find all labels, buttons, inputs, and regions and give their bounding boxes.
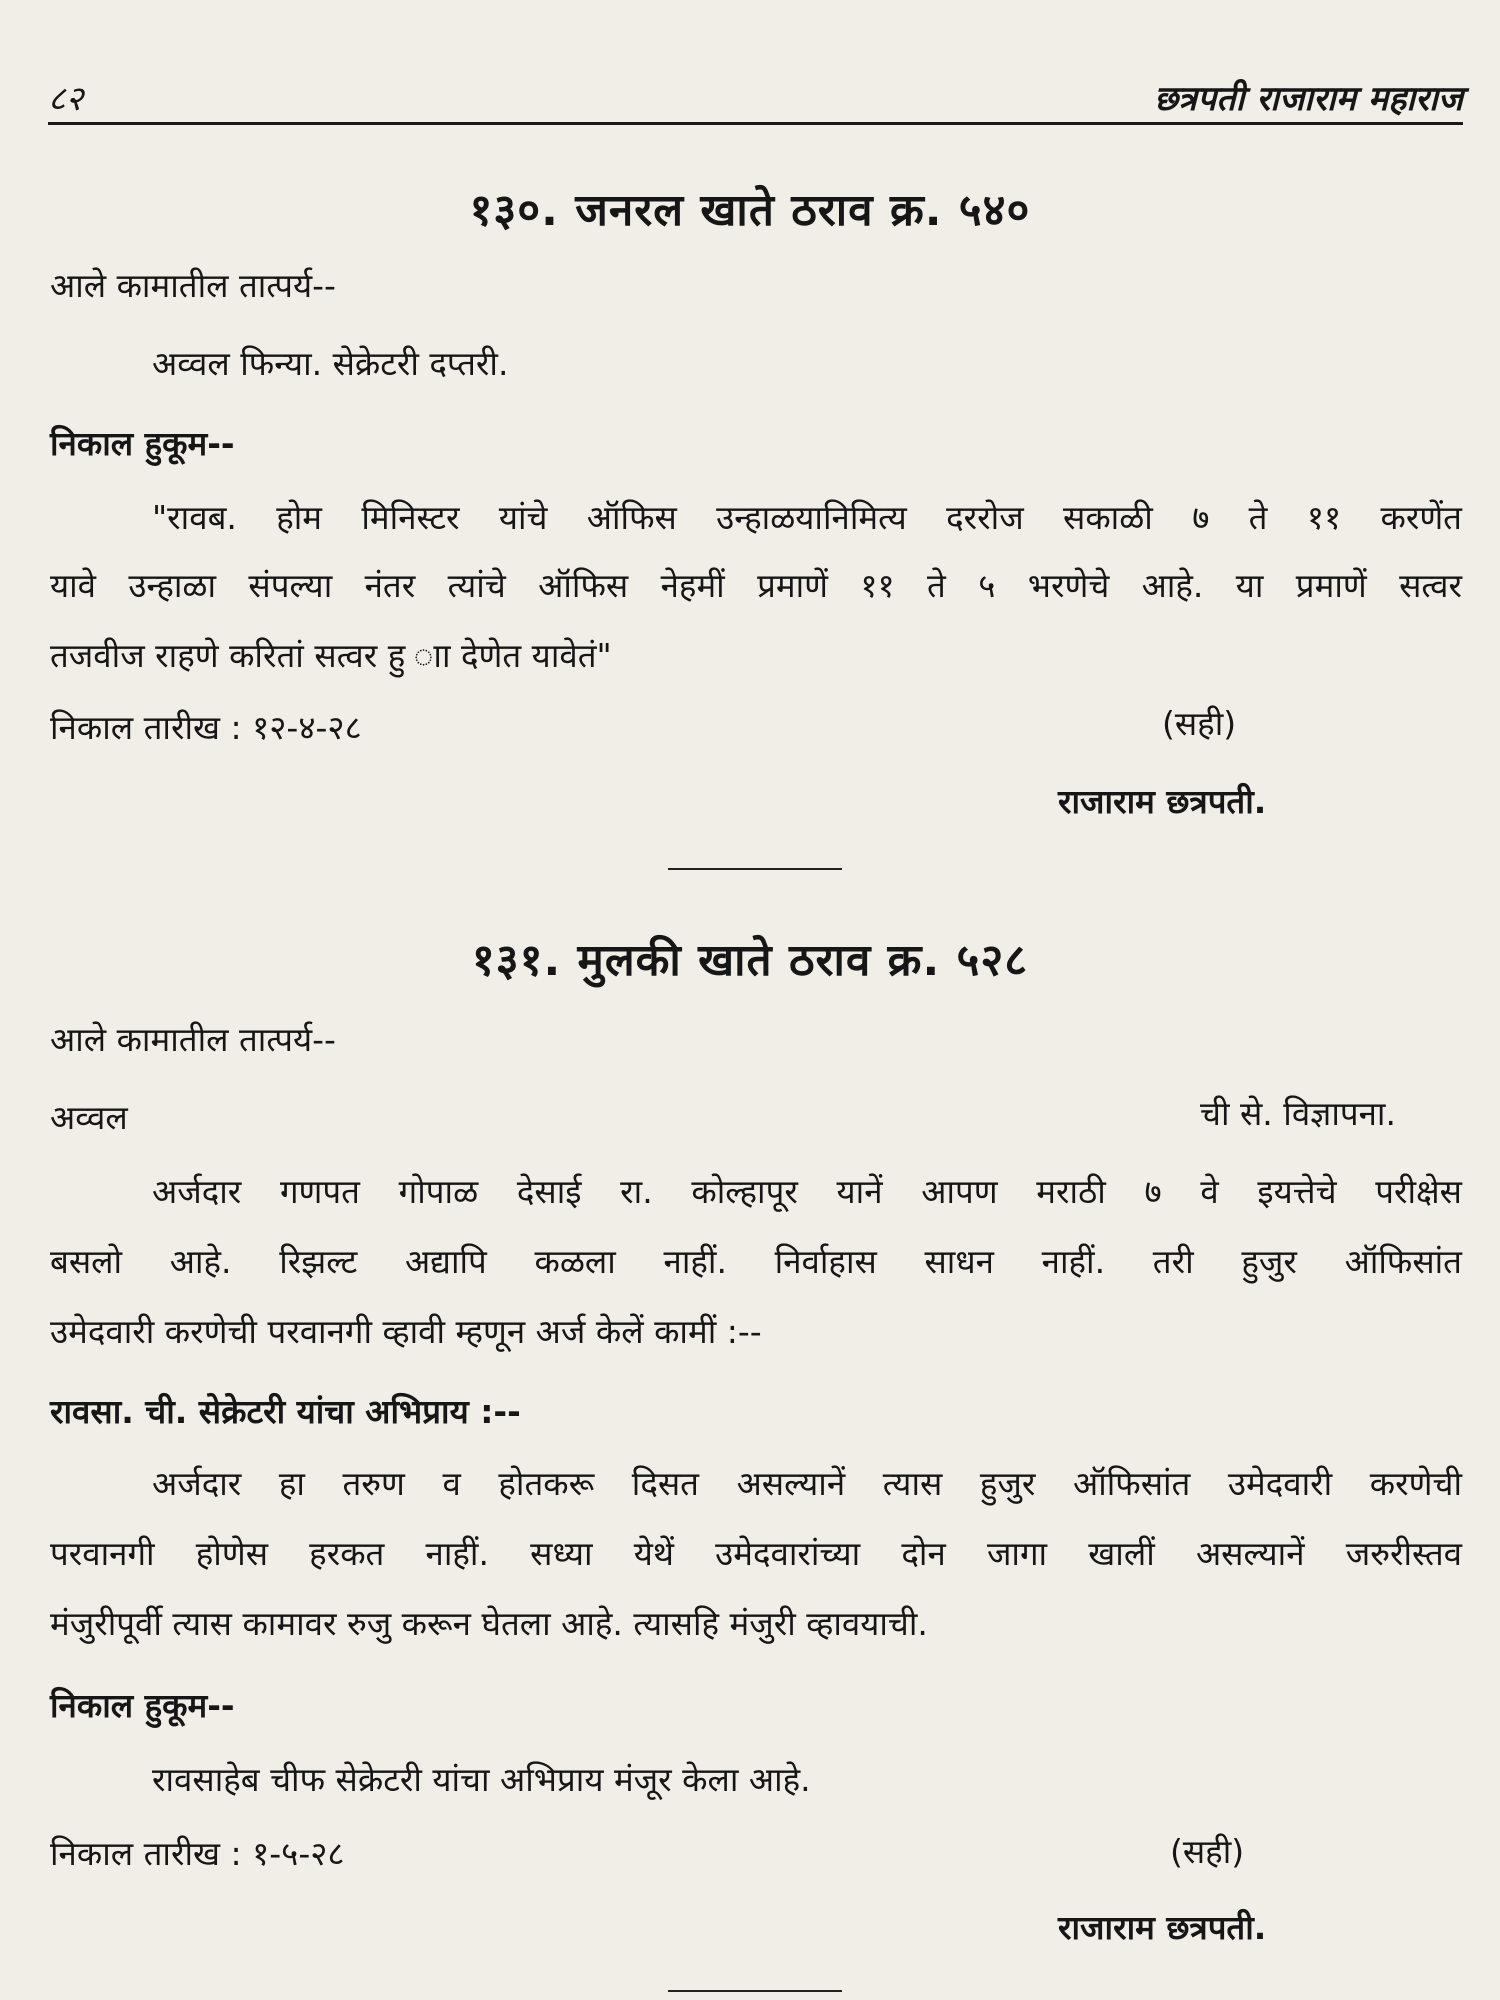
section-130-title: १३०. जनरल खाते ठराव क्र. ५४० (469, 185, 1031, 236)
section-130-signature-mark: (सही) (1162, 704, 1237, 743)
section-131-petition-line: उमेदवारी करणेची परवानगी व्हावी म्हणून अर्ज केलें कामीं :-- (50, 1312, 762, 1351)
section-131-avval-right: ची से. विज्ञापना. (1200, 1094, 1396, 1133)
section-131-opinion-label: रावसा. ची. सेक्रेटरी यांचा अभिप्राय :-- (50, 1392, 521, 1431)
section-131-avval: अव्वल (50, 1098, 128, 1137)
section-130-order-line: "रावब. होम मिनिस्टर यांचे ऑफिस उन्हाळयानिमित्य दररोज सकाळी ७ ते ११ करणेंत (152, 498, 1462, 537)
section-131-title: १३१. मुलकी खाते ठराव क्र. ५२८ (471, 935, 1029, 986)
section-130-order-label: निकाल हुकूम-- (50, 424, 235, 463)
page-number: ८२ (48, 79, 84, 119)
section-130-subject-label: आले कामातील तात्पर्य-- (50, 266, 336, 305)
running-title: छत्रपती राजाराम महाराज (1154, 79, 1463, 119)
section-131-order-text: रावसाहेब चीफ सेक्रेटरी यांचा अभिप्राय मंजूर केला आहे. (152, 1760, 811, 1799)
section-130-subject-text: अव्वल फिन्या. सेक्रेटरी दप्तरी. (152, 344, 509, 383)
section-131-order-label: निकाल हुकूम-- (50, 1686, 235, 1725)
section-131-petition-line: बसलो आहे. रिझल्ट अद्यापि कळला नाहीं. निर्वाहास साधन नाहीं. तरी हुजुर ऑफिसांत (50, 1242, 1462, 1281)
section-131-opinion-line: परवानगी होणेस हरकत नाहीं. सध्या येथें उमेदवारांच्या दोन जागा खालीं असल्यानें जरुरीस्तव (50, 1534, 1462, 1573)
section-131-opinion-line: मंजुरीपूर्वी त्यास कामावर रुजु करून घेतला आहे. त्यासहि मंजुरी व्हावयाची. (50, 1604, 928, 1643)
section-131-opinion-line: अर्जदार हा तरुण व होतकरू दिसत असल्यानें त्यास हुजुर ऑफिसांत उमेदवारी करणेची (152, 1464, 1462, 1503)
section-divider (668, 1990, 842, 1992)
section-131-petition-line: अर्जदार गणपत गोपाळ देसाई रा. कोल्हापूर यानें आपण मराठी ७ वे इयत्तेचे परीक्षेस (152, 1172, 1462, 1211)
page-header (48, 70, 1463, 125)
section-131-date: निकाल तारीख : १-५-२८ (50, 1834, 345, 1873)
section-131-subject-label: आले कामातील तात्पर्य-- (50, 1020, 336, 1059)
section-130-signatory: राजाराम छत्रपती. (1058, 782, 1267, 821)
section-divider (668, 868, 842, 870)
section-130-date: निकाल तारीख : १२-४-२८ (50, 708, 362, 747)
section-130-order-line: यावे उन्हाळा संपल्या नंतर त्यांचे ऑफिस नेहमीं प्रमाणें ११ ते ५ भरणेचे आहे. या प्रमाणें सत्वर (50, 566, 1462, 605)
section-131-signature-mark: (सही) (1170, 1832, 1245, 1871)
section-130-order-line: तजवीज राहणे करितां सत्वर हु ाा देणेत यावेतं" (50, 636, 612, 675)
section-131-signatory: राजाराम छत्रपती. (1058, 1908, 1267, 1947)
